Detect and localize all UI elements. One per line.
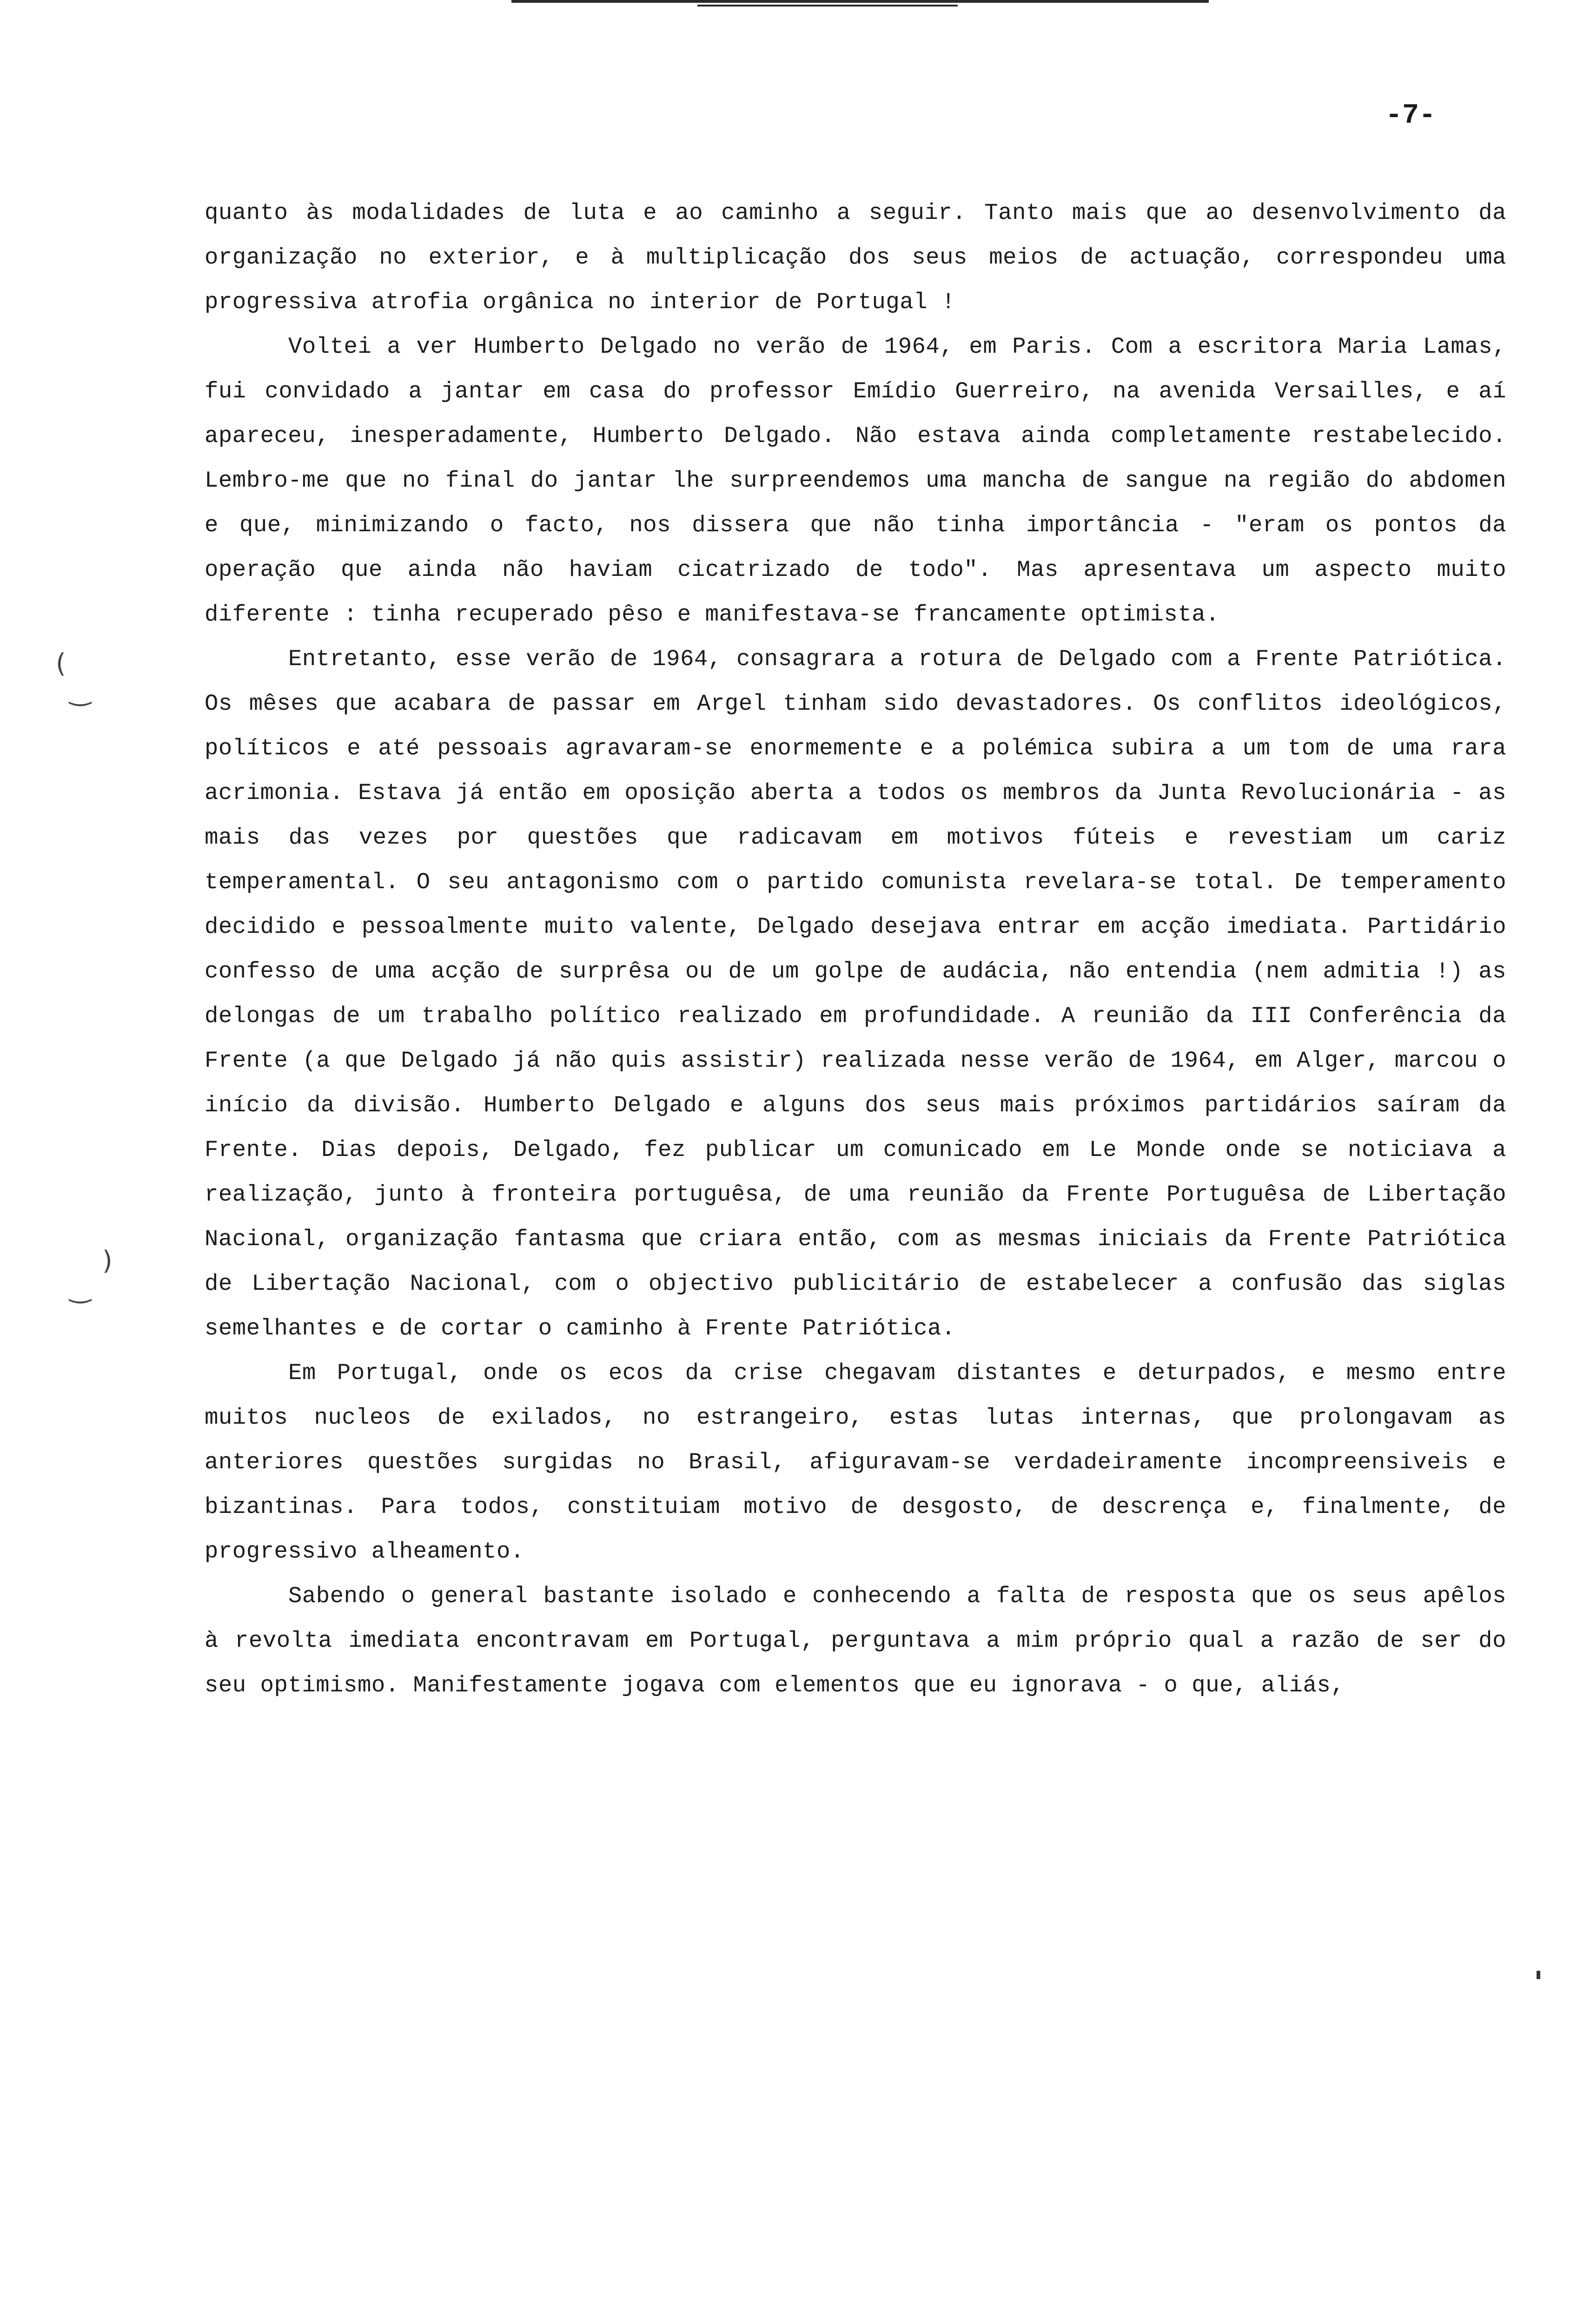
paragraph-3: Entretanto, esse verão de 1964, consagrara a rotura de Delgado com a Frente Patriótica. Os mêses que acabara de passar em Argel tinham sido devastadores. Os conflitos ideológicos, políticos e até pessoais agravaram-se enormemente e a polémica subira a um tom de uma rara acrimonia. Estava já então em oposição aberta a todos os membros da Junta Revolucionária - as mais das vezes por questões que radicavam em motivos fúteis e revestiam um cariz temperamental. O seu antagonismo com o partido comunista revelara-se total. De temperamento decidido e pessoalmente muito valente, Delgado desejava entrar em acção imediata. Partidário confesso de uma acção de surprêsa ou de um golpe de audácia, não entendia (nem admitia !) as delongas de um trabalho político realizado em profundidade. A reunião da III Conferência da Frente (a que Delgado já não quis assistir) realizada nesse verão de 1964, em Alger, marcou o início da divisão. Humberto Delgado e alguns dos seus mais próximos partidários saíram da Frente. Dias depois, Delgado, fez publicar um comunicado em Le Monde onde se noticiava a realização, junto à fronteira portuguêsa, de uma reunião da Frente Portuguêsa de Libertação Nacional, organização fantasma que criara então, com as mesmas iniciais da Frente Patriótica de Libertação Nacional, com o objectivo publicitário de estabelecer a confusão das siglas semelhantes e de cortar o caminho à Frente Patriótica.	[205, 646, 1506, 1341]
paragraph-4: Em Portugal, onde os ecos da crise chegavam distantes e deturpados, e mesmo entre muitos nucleos de exilados, no estrangeiro, estas lutas internas, que prolongavam as anteriores questões surgidas no Brasil, afiguravam-se verdadeiramente incompreensiveis e bizantinas. Para todos, constituiam motivo de desgosto, de descrença e, finalmente, de progressivo alheamento.	[205, 1360, 1506, 1565]
scan-top-rule-secondary	[697, 5, 958, 7]
scan-margin-mark: ‿	[70, 676, 91, 706]
page-number: -7-	[1385, 100, 1436, 132]
scan-top-rule	[511, 0, 1209, 3]
scan-margin-mark: (	[56, 648, 66, 679]
paragraph-2: Voltei a ver Humberto Delgado no verão de 1964, em Paris. Com a escritora Maria Lamas, fui convidado a jantar em casa do professor Emídio Guerreiro, na avenida Versailles, e aí apareceu, inesperadamente, Humberto Delgado. Não estava ainda completamente restabelecido. Lembro-me que no final do jantar lhe surpreendemos uma mancha de sangue na região do abdomen e que, minimizando o facto, nos dissera que não tinha importância - "eram os pontos da operação que ainda não haviam cicatrizado de todo". Mas apresentava um aspecto muito diferente : tinha recuperado pêso e manifestava-se francamente optimista.	[205, 334, 1506, 627]
scan-speck	[1537, 1971, 1540, 1979]
paragraph-1: quanto às modalidades de luta e ao caminho a seguir. Tanto mais que ao desenvolvimento da organização no exterior, e à multiplicação dos seus meios de actuação, correspondeu uma progressiva atrofia orgânica no interior de Portugal !	[205, 200, 1506, 315]
scan-margin-mark: )	[102, 1246, 113, 1276]
paragraph-5: Sabendo o general bastante isolado e conhecendo a falta de resposta que os seus apêlos à revolta imediata encontravam em Portugal, perguntava a mim próprio qual a razão de ser do seu optimismo. Manifestamente jogava com elementos que eu ignorava - o que, aliás,	[205, 1583, 1506, 1698]
document-body	[205, 191, 1506, 1708]
scan-margin-mark: ‿	[70, 1274, 91, 1304]
